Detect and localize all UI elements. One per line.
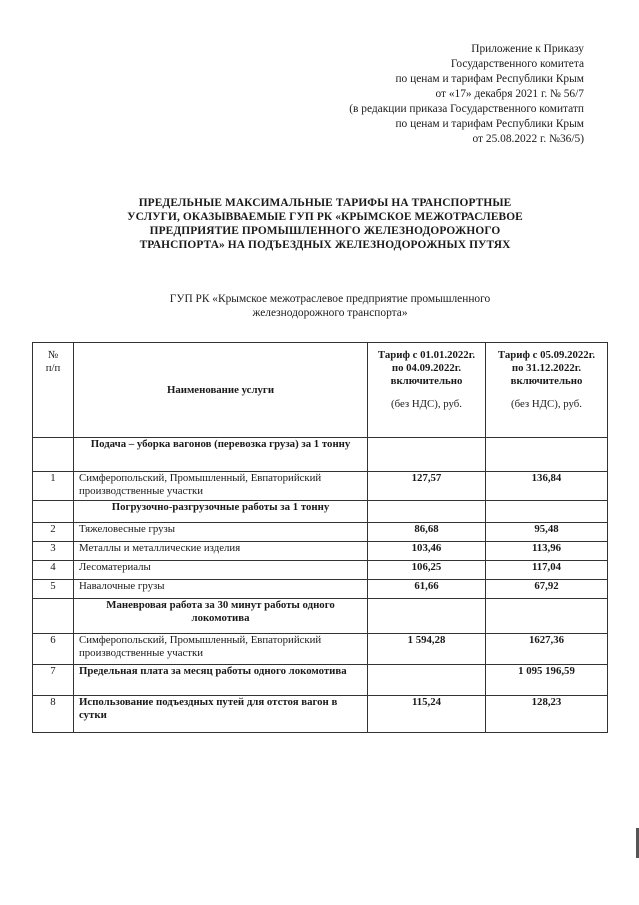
section-row [33, 438, 608, 472]
row-tariff-2: 67,92 [486, 580, 608, 599]
appendix-note [284, 42, 584, 147]
row-tariff-2: 1 095 196,59 [486, 665, 608, 696]
title-line: УСЛУГИ, ОКАЗЫВВАЕМЫЕ ГУП РК «КРЫМСКОЕ МЕЖОТРАСЛЕВОЕ [127, 211, 523, 223]
row-service: Навалочные грузы [74, 580, 368, 599]
header-tariff-2-period: Тариф с 05.09.2022г. по 31.12.2022г. включительно [497, 349, 596, 387]
appendix-line: Приложение к Приказу [471, 43, 584, 55]
table-row [33, 665, 608, 696]
table-row [33, 472, 608, 501]
row-tariff-1 [368, 665, 486, 696]
header-number [33, 343, 74, 438]
row-number: 7 [33, 665, 74, 696]
org-line: железнодорожного транспорта» [252, 307, 408, 319]
row-number: 6 [33, 634, 74, 665]
table-header-row [33, 343, 608, 438]
row-number: 1 [33, 472, 74, 501]
header-tariff-2 [486, 343, 608, 438]
appendix-line: от «17» декабря 2021 г. № 56/7 [435, 88, 584, 100]
section-title: Погрузочно-разгрузочные работы за 1 тонну [74, 501, 368, 523]
row-service: Тяжеловесные грузы [74, 523, 368, 542]
title-line: ТРАНСПОРТА» НА ПОДЪЕЗДНЫХ ЖЕЛЕЗНОДОРОЖНЫХ ПУТЯХ [139, 239, 511, 251]
row-number: 5 [33, 580, 74, 599]
row-tariff-2: 136,84 [486, 472, 608, 501]
appendix-line: по ценам и тарифам Республики Крым [395, 73, 584, 85]
row-tariff-1: 103,46 [368, 542, 486, 561]
appendix-line: по ценам и тарифам Республики Крым [395, 118, 584, 130]
header-service-name: Наименование услуги [74, 343, 368, 438]
row-tariff-1: 106,25 [368, 561, 486, 580]
row-tariff-1: 127,57 [368, 472, 486, 501]
row-tariff-2: 113,96 [486, 542, 608, 561]
appendix-line: Государственного комитета [450, 58, 584, 70]
table-row [33, 561, 608, 580]
organization-name [120, 292, 540, 320]
row-tariff-2: 128,23 [486, 696, 608, 733]
header-tariff-1 [368, 343, 486, 438]
section-title: Маневровая работа за 30 минут работы одного локомотива [74, 599, 368, 634]
row-number: 2 [33, 523, 74, 542]
row-number: 8 [33, 696, 74, 733]
row-tariff-1: 61,66 [368, 580, 486, 599]
section-row [33, 599, 608, 634]
document-title [95, 196, 555, 252]
row-service: Металлы и металлические изделия [74, 542, 368, 561]
header-number-abbr: п/п [45, 362, 61, 374]
header-tariff-1-vat: (без НДС), руб. [391, 398, 462, 410]
title-line: ПРЕДЕЛЬНЫЕ МАКСИМАЛЬНЫЕ ТАРИФЫ НА ТРАНСПОРТНЫЕ [138, 197, 512, 209]
table-row [33, 542, 608, 561]
header-tariff-2-vat: (без НДС), руб. [511, 398, 582, 410]
org-line: ГУП РК «Крымское межотраслевое предприятие промышленного [169, 293, 491, 305]
table-row [33, 696, 608, 733]
appendix-line: от 25.08.2022 г. №36/5) [472, 133, 584, 145]
row-tariff-2: 1627,36 [486, 634, 608, 665]
row-number: 3 [33, 542, 74, 561]
section-title: Подача – уборка вагонов (перевозка груза) за 1 тонну [74, 438, 368, 472]
row-tariff-1: 86,68 [368, 523, 486, 542]
row-tariff-1: 1 594,28 [368, 634, 486, 665]
title-line: ПРЕДПРИЯТИЕ ПРОМЫШЛЕННОГО ЖЕЛЕЗНОДОРОЖНОГО [149, 225, 501, 237]
tariff-table [32, 342, 608, 733]
row-service: Использование подъездных путей для отстоя вагон в сутки [74, 696, 368, 733]
row-tariff-1: 115,24 [368, 696, 486, 733]
row-tariff-2: 95,48 [486, 523, 608, 542]
section-row [33, 501, 608, 523]
row-service: Симферопольский, Промышленный, Евпаторийский производственные участки [74, 634, 368, 665]
table-row [33, 580, 608, 599]
appendix-line: (в редакции приказа Государственного комитатп [349, 103, 584, 115]
header-number-sign: № [47, 349, 59, 361]
row-number: 4 [33, 561, 74, 580]
row-service: Симферопольский, Промышленный, Евпаторийский производственные участки [74, 472, 368, 501]
row-tariff-2: 117,04 [486, 561, 608, 580]
table-row [33, 523, 608, 542]
table-row [33, 634, 608, 665]
row-service: Лесоматериалы [74, 561, 368, 580]
header-tariff-1-period: Тариф с 01.01.2022г. по 04.09.2022г. включительно [377, 349, 476, 387]
row-service: Предельная плата за месяц работы одного локомотива [74, 665, 368, 696]
